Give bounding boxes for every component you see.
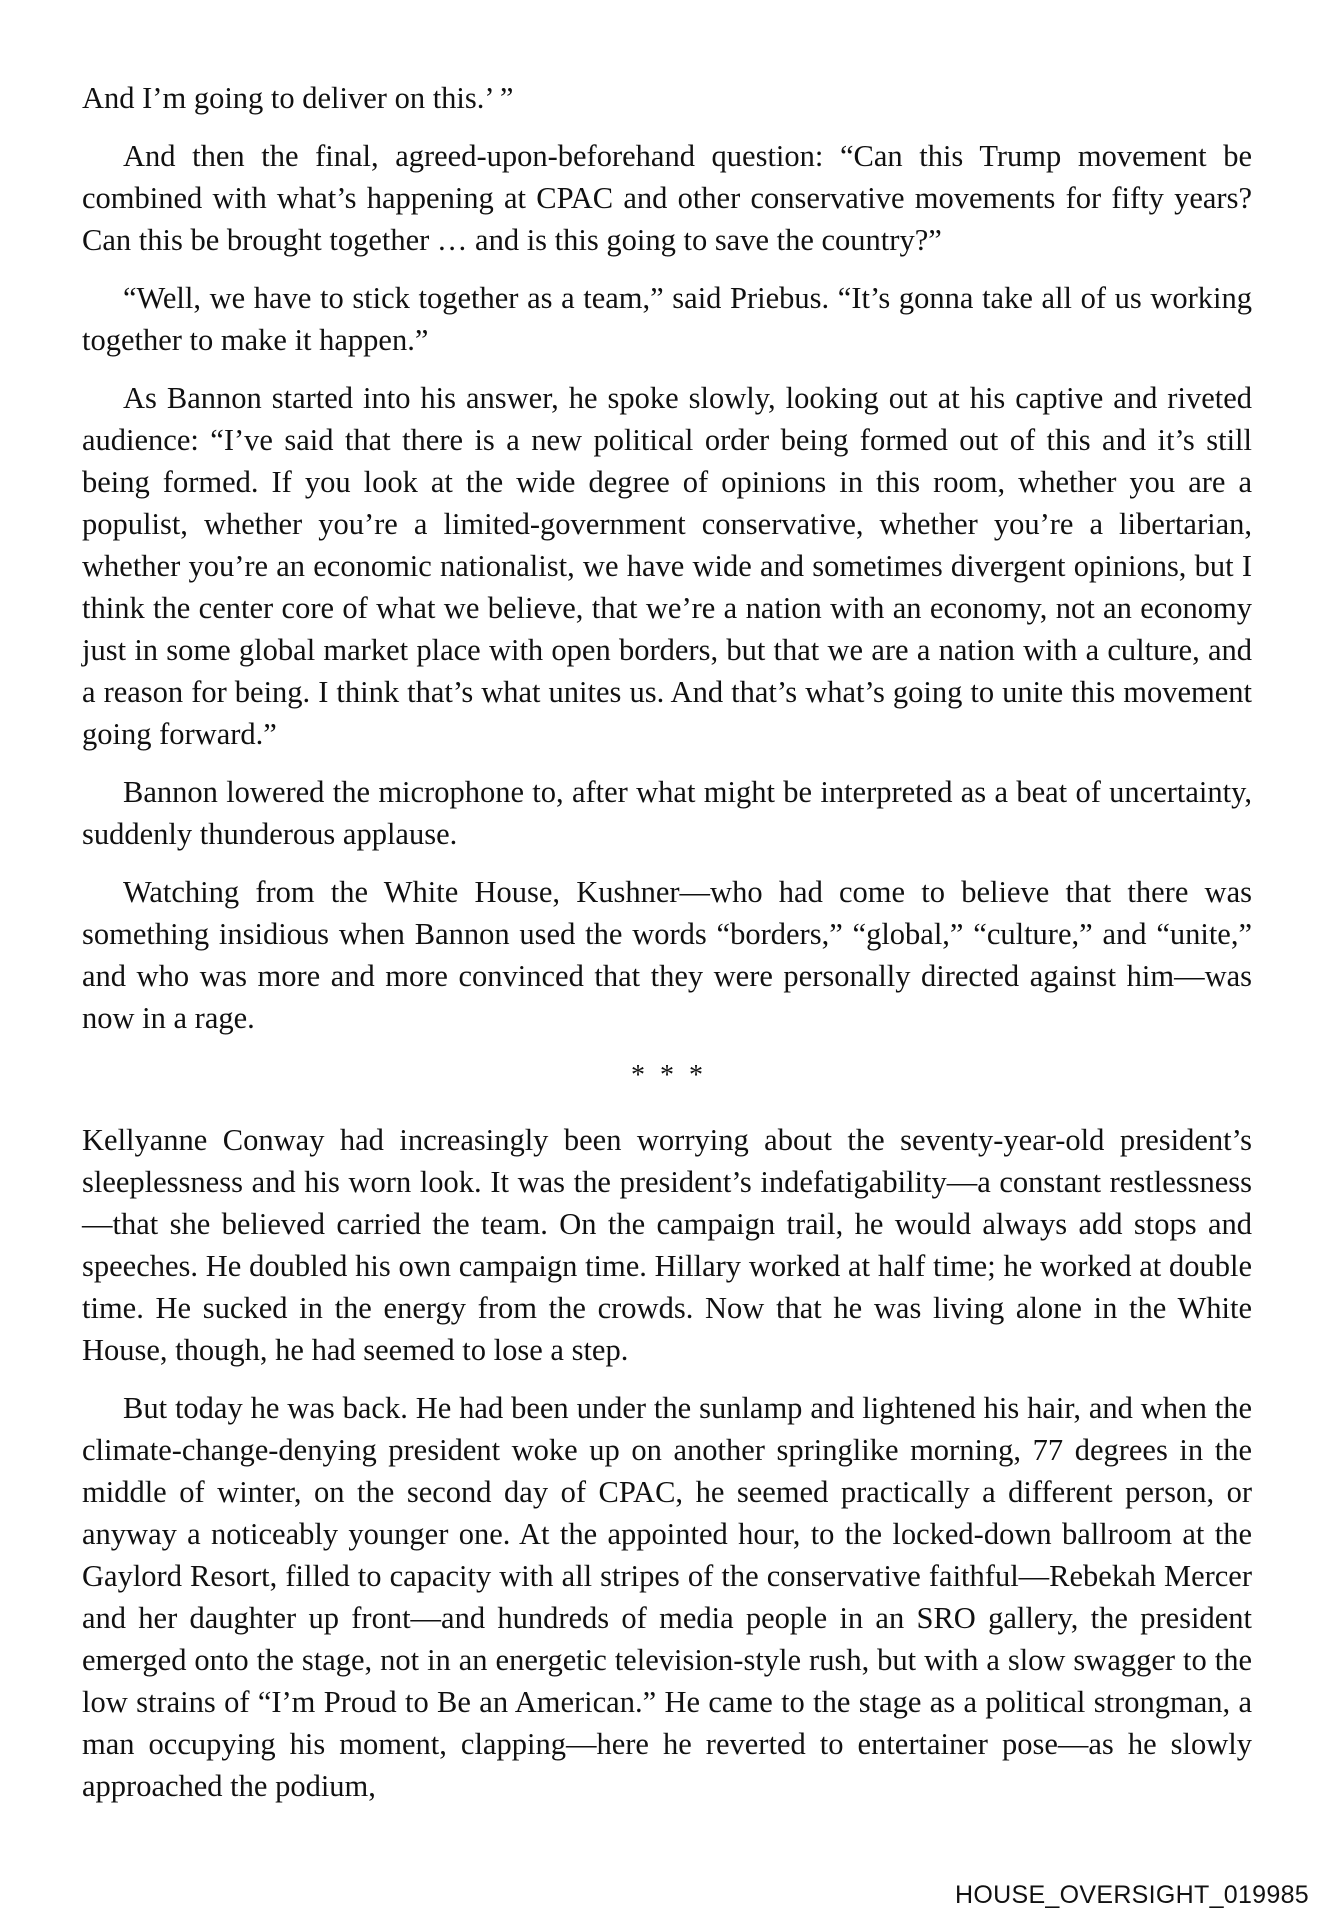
paragraph-bannon-answer: As Bannon started into his answer, he spoke slowly, looking out at his captive and riveted audience: “I’ve said that there is a new political order being formed out of this and it’s still being formed. If you look at the wide degree of opinions in this room, whether you are a populist, whether you’re a limited-government conservative, whether you’re a libertarian, whether you’re an economic nationalist, we have wide and sometimes divergent opinions, but I think the center core of what we believe, that we’re a nation with an economy, not an economy just in some global market place with open borders, but that we are a nation with a culture, and a reason for being. I think that’s what unites us. And that’s what’s going to unite this movement going forward.” xyxy=(82,381,1252,751)
paragraph-kushner-rage: Watching from the White House, Kushner—who had come to believe that there was something insidious when Bannon used the words “borders,” “global,” “culture,” and “unite,” and who was more and more convinced that they were personally directed against him—was now in a rage. xyxy=(82,875,1252,1035)
page-body xyxy=(82,77,1252,1823)
paragraph-conway-worry: Kellyanne Conway had increasingly been worrying about the seventy-year-old president’s sleeplessness and his worn look. It was the president’s indefatigability—a constant restlessness—that she believed carried the team. On the campaign trail, he would always add stops and speeches. He doubled his own campaign time. Hillary worked at half time; he worked at double time. He sucked in the energy from the crowds. Now that he was living alone in the White House, though, he had seemed to lose a step. xyxy=(82,1123,1252,1367)
paragraph-priebus-answer: “Well, we have to stick together as a team,” said Priebus. “It’s gonna take all of us working together to make it happen.” xyxy=(82,281,1252,357)
section-break: * * * xyxy=(631,1060,707,1091)
paragraph-final-question: And then the final, agreed-upon-beforehand question: “Can this Trump movement be combined with what’s happening at CPAC and other conservative movements for fifty years? Can this be brought together … and is this going to save the country?” xyxy=(82,139,1252,257)
bates-number-footer: HOUSE_OVERSIGHT_019985 xyxy=(955,1881,1309,1909)
paragraph-continuation: And I’m going to deliver on this.’ ” xyxy=(82,81,514,115)
paragraph-applause: Bannon lowered the microphone to, after what might be interpreted as a beat of uncertainty, suddenly thunderous applause. xyxy=(82,775,1252,851)
paragraph-cpac-entrance: But today he was back. He had been under the sunlamp and lightened his hair, and when the climate-change-denying president woke up on another springlike morning, 77 degrees in the middle of winter, on the second day of CPAC, he seemed practically a different person, or anyway a noticeably younger one. At the appointed hour, to the locked-down ballroom at the Gaylord Resort, filled to capacity with all stripes of the conservative faithful—Rebekah Mercer and her daughter up front—and hundreds of media people in an SRO gallery, the president emerged onto the stage, not in an energetic television-style rush, but with a slow swagger to the low strains of “I’m Proud to Be an American.” He came to the stage as a political strongman, a man occupying his moment, clapping—here he reverted to entertainer pose—as he slowly approached the podium, xyxy=(82,1391,1252,1803)
